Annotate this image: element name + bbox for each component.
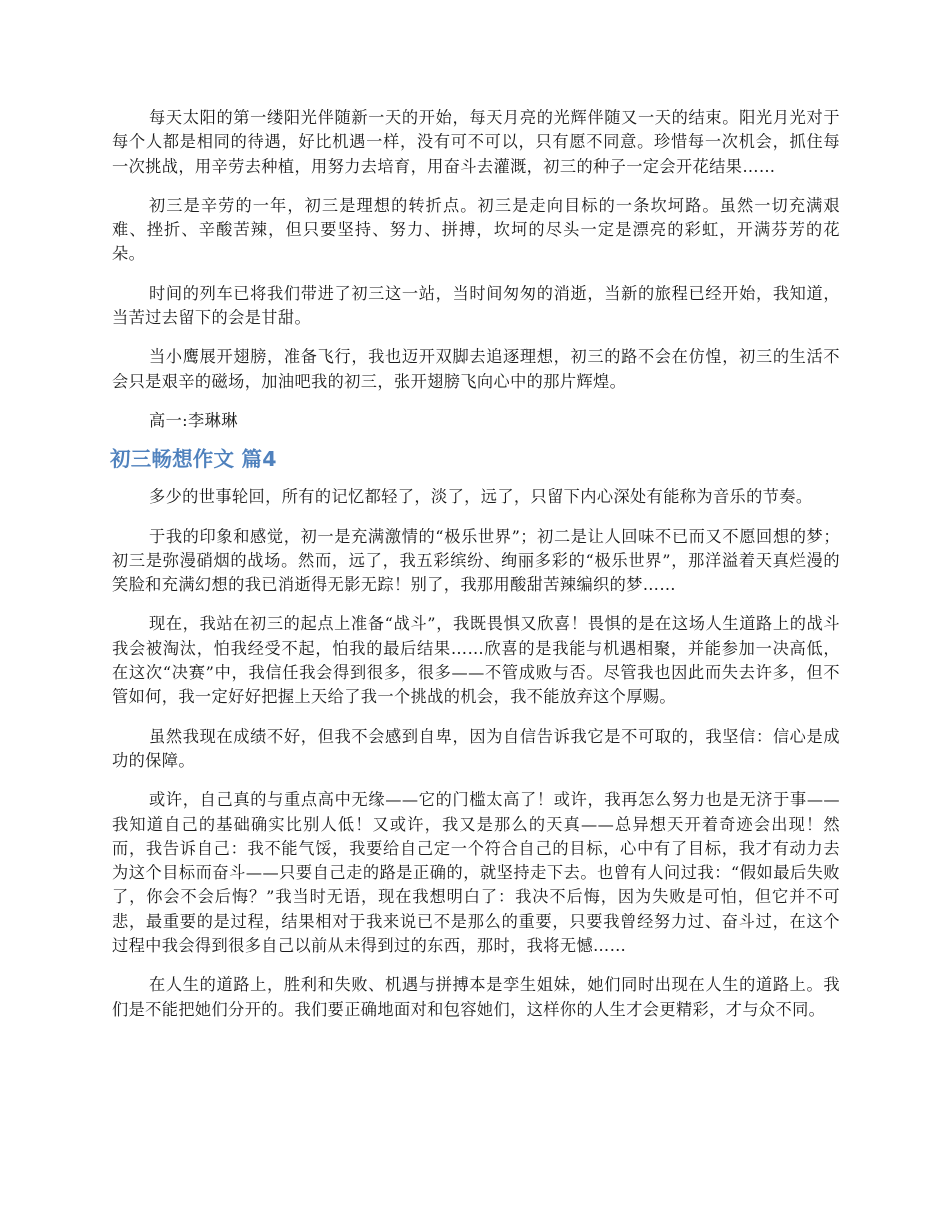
paragraph: 现在，我站在初三的起点上准备“战斗”，我既畏惧又欣喜！畏惧的是在这场人生道路上的战斗我会被淘汰，怕我经受不起，怕我的最后结果……欣喜的是我能与机遇相聚，并能参加一决高低，在这次“决赛”中，我信任我会得到很多，很多——不管成败与否。尽管我也因此而失去许多，但不管如何，我一定好好把握上天给了我一个挑战的机会，我不能放弃这个厚赐。 <box>112 614 840 707</box>
section-heading: 初三畅想作文 篇4 <box>110 447 277 472</box>
paragraph: 在人生的道路上，胜利和失败、机遇与拼搏本是孪生姐妹，她们同时出现在人生的道路上。我们是不能把她们分开的。我们要正确地面对和包容她们，这样你的人生才会更精彩，才与众不同。 <box>112 975 840 1019</box>
paragraph: 当小鹰展开翅膀，准备飞行，我也迈开双脚去追逐理想，初三的路不会在仿惶，初三的生活不会只是艰辛的磁场，加油吧我的初三，张开翅膀飞向心中的那片辉煌。 <box>112 347 840 391</box>
paragraph: 于我的印象和感觉，初一是充满激情的“极乐世界”；初二是让人回味不已而又不愿回想的梦；初三是弥漫硝烟的战场。然而，远了，我五彩缤纷、绚丽多彩的“极乐世界”，那洋溢着天真烂漫的笑脸和充满幻想的我已消逝得无影无踪！别了，我那用酸甜苦辣编织的梦…… <box>112 526 840 595</box>
author-line: 高一:李琳琳 <box>149 410 238 430</box>
paragraph: 多少的世事轮回，所有的记忆都轻了，淡了，远了，只留下内心深处有能称为音乐的节奏。 <box>149 487 813 507</box>
paragraph: 或许，自己真的与重点高中无缘——它的门槛太高了！或许，我再怎么努力也是无济于事——我知道自己的基础确实比别人低！又或许，我又是那么的天真——总异想天开着奇迹会出现！然而，我告诉自己：我不能气馁，我要给自己定一个符合自己的目标，心中有了目标，我才有动力去为这个目标而奋斗——只要自己走的路是正确的，就坚持走下去。也曾有人问过我：“假如最后失败了，你会不会后悔？”我当时无语，现在我想明白了：我决不后悔，因为失败是可怕，但它并不可悲，最重要的是过程，结果相对于我来说已不是那么的重要，只要我曾经努力过、奋斗过，在这个过程中我会得到很多自己以前从未得到过的东西，那时，我将无憾…… <box>112 790 840 956</box>
paragraph: 虽然我现在成绩不好，但我不会感到自卑，因为自信告诉我它是不可取的，我坚信：信心是成功的保障。 <box>112 726 840 770</box>
paragraph: 初三是辛劳的一年，初三是理想的转折点。初三是走向目标的一条坎坷路。虽然一切充满艰难、挫折、辛酸苦辣，但只要坚持、努力、拼搏，坎坷的尽头一定是漂亮的彩虹，开满芬芳的花朵。 <box>112 195 840 264</box>
paragraph: 每天太阳的第一缕阳光伴随新一天的开始，每天月亮的光辉伴随又一天的结束。阳光月光对于每个人都是相同的待遇，好比机遇一样，没有可不可以，只有愿不同意。珍惜每一次机会，抓住每一次挑战，用辛劳去种植，用努力去培育，用奋斗去灌溉，初三的种子一定会开花结果…… <box>112 108 840 176</box>
document-page <box>112 106 840 1037</box>
paragraph: 时间的列车已将我们带进了初三这一站，当时间匆匆的消逝，当新的旅程已经开始，我知道，当苦过去留下的会是甘甜。 <box>112 283 840 328</box>
